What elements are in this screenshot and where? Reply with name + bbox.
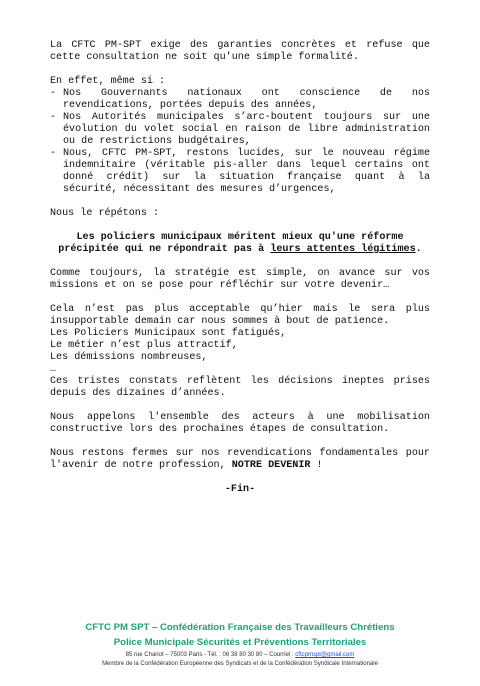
constats-paragraph: Ces tristes constats reflètent les décisions ineptes prises depuis des dizaines d’années.	[50, 376, 430, 399]
demissions-line: Les démissions nombreuses,	[50, 352, 208, 363]
highlight-line-2	[50, 244, 430, 256]
footer-org-subtitle: Police Municipale Sécurités et Préventions Territoriales	[113, 637, 367, 648]
footer-address	[0, 652, 480, 658]
lead-line: En effet, même si :	[50, 76, 166, 87]
list-item-text: Nous, CFTC PM-SPT, restons lucides, sur le nouveau régime indemnitaire (véritable pis-aller dans lequel certains ont donné crédit) sur la situation française quant à la sécurité, nécessitant des mesures d’urgences,	[63, 148, 430, 195]
highlight-underlined: leurs attentes légitimes	[270, 244, 416, 255]
strategy-paragraph: Comme toujours, la stratégie est simple, on avance sur vos missions et on se pose pour réfléchir sur votre devenir…	[50, 268, 430, 291]
footer-address-text: 85 rue Chariot – 75003 Paris - Tél. : 06 38 80 30 80 – Courriel :	[125, 652, 294, 658]
highlight-statement	[50, 232, 430, 256]
highlight-line-2-text: précipitée qui ne répondrait pas à	[58, 244, 265, 255]
fermes-text: Nous restons fermes sur nos revendications fondamentales pour l'avenir de notre profession,	[50, 448, 430, 471]
footer-email-link[interactable]: cftcpmspt@gmail.com	[295, 652, 355, 658]
list-item: - Nos Autorités municipales s’arc-boutent toujours sur une évolution du volet social en raison de libre administration ou de restrictions budgétaires,	[50, 112, 430, 147]
fermes-exclamation: !	[316, 460, 323, 471]
bullet-list	[50, 88, 430, 196]
list-item: - Nos Gouvernants nationaux ont conscience de nos revendications, portées depuis des années,	[50, 88, 430, 111]
metier-line: Le métier n’est plus attractif,	[50, 340, 238, 351]
repeat-line: Nous le répétons :	[50, 208, 160, 219]
footer-org-name: CFTC PM SPT – Confédération Française des Travailleurs Chrétiens	[85, 622, 395, 633]
list-item: - Nous, CFTC PM-SPT, restons lucides, sur le nouveau régime indemnitaire (véritable pis-aller dans lequel certains ont donné crédit) sur la situation française quant à la sécurité, nécessitant des mesures d’urgences,	[50, 148, 430, 195]
list-item-text: Nos Gouvernants nationaux ont conscience de nos revendications, portées depuis des années,	[63, 88, 430, 111]
list-item-text: Nos Autorités municipales s’arc-boutent toujours sur une évolution du volet social en raison de libre administration ou de restrictions budgétaires,	[63, 112, 430, 147]
fermes-paragraph	[50, 448, 430, 472]
appel-paragraph: Nous appelons l'ensemble des acteurs à une mobilisation constructive lors des prochaines étapes de consultation.	[50, 412, 430, 435]
acceptable-paragraph: Cela n’est pas plus acceptable qu’hier mais le sera plus insupportable demain car nous sommes à bout de patience.	[50, 304, 430, 327]
fin-marker: -Fin-	[224, 484, 256, 495]
fermes-bold-text: NOTRE DEVENIR	[231, 460, 311, 471]
highlight-line-1: Les policiers municipaux méritent mieux qu'une réforme	[76, 232, 404, 243]
fatigues-line: Les Policiers Municipaux sont fatigués,	[50, 328, 287, 339]
intro-paragraph: La CFTC PM-SPT exige des garanties concrètes et refuse que cette consultation ne soit qu'une simple formalité.	[50, 40, 430, 63]
highlight-period: .	[415, 244, 422, 255]
ellipsis-line: …	[50, 364, 57, 375]
footer-membership: Membre de la Confédération Européenne des Syndicats et de la Confédération Syndicale Internationale	[102, 661, 378, 667]
